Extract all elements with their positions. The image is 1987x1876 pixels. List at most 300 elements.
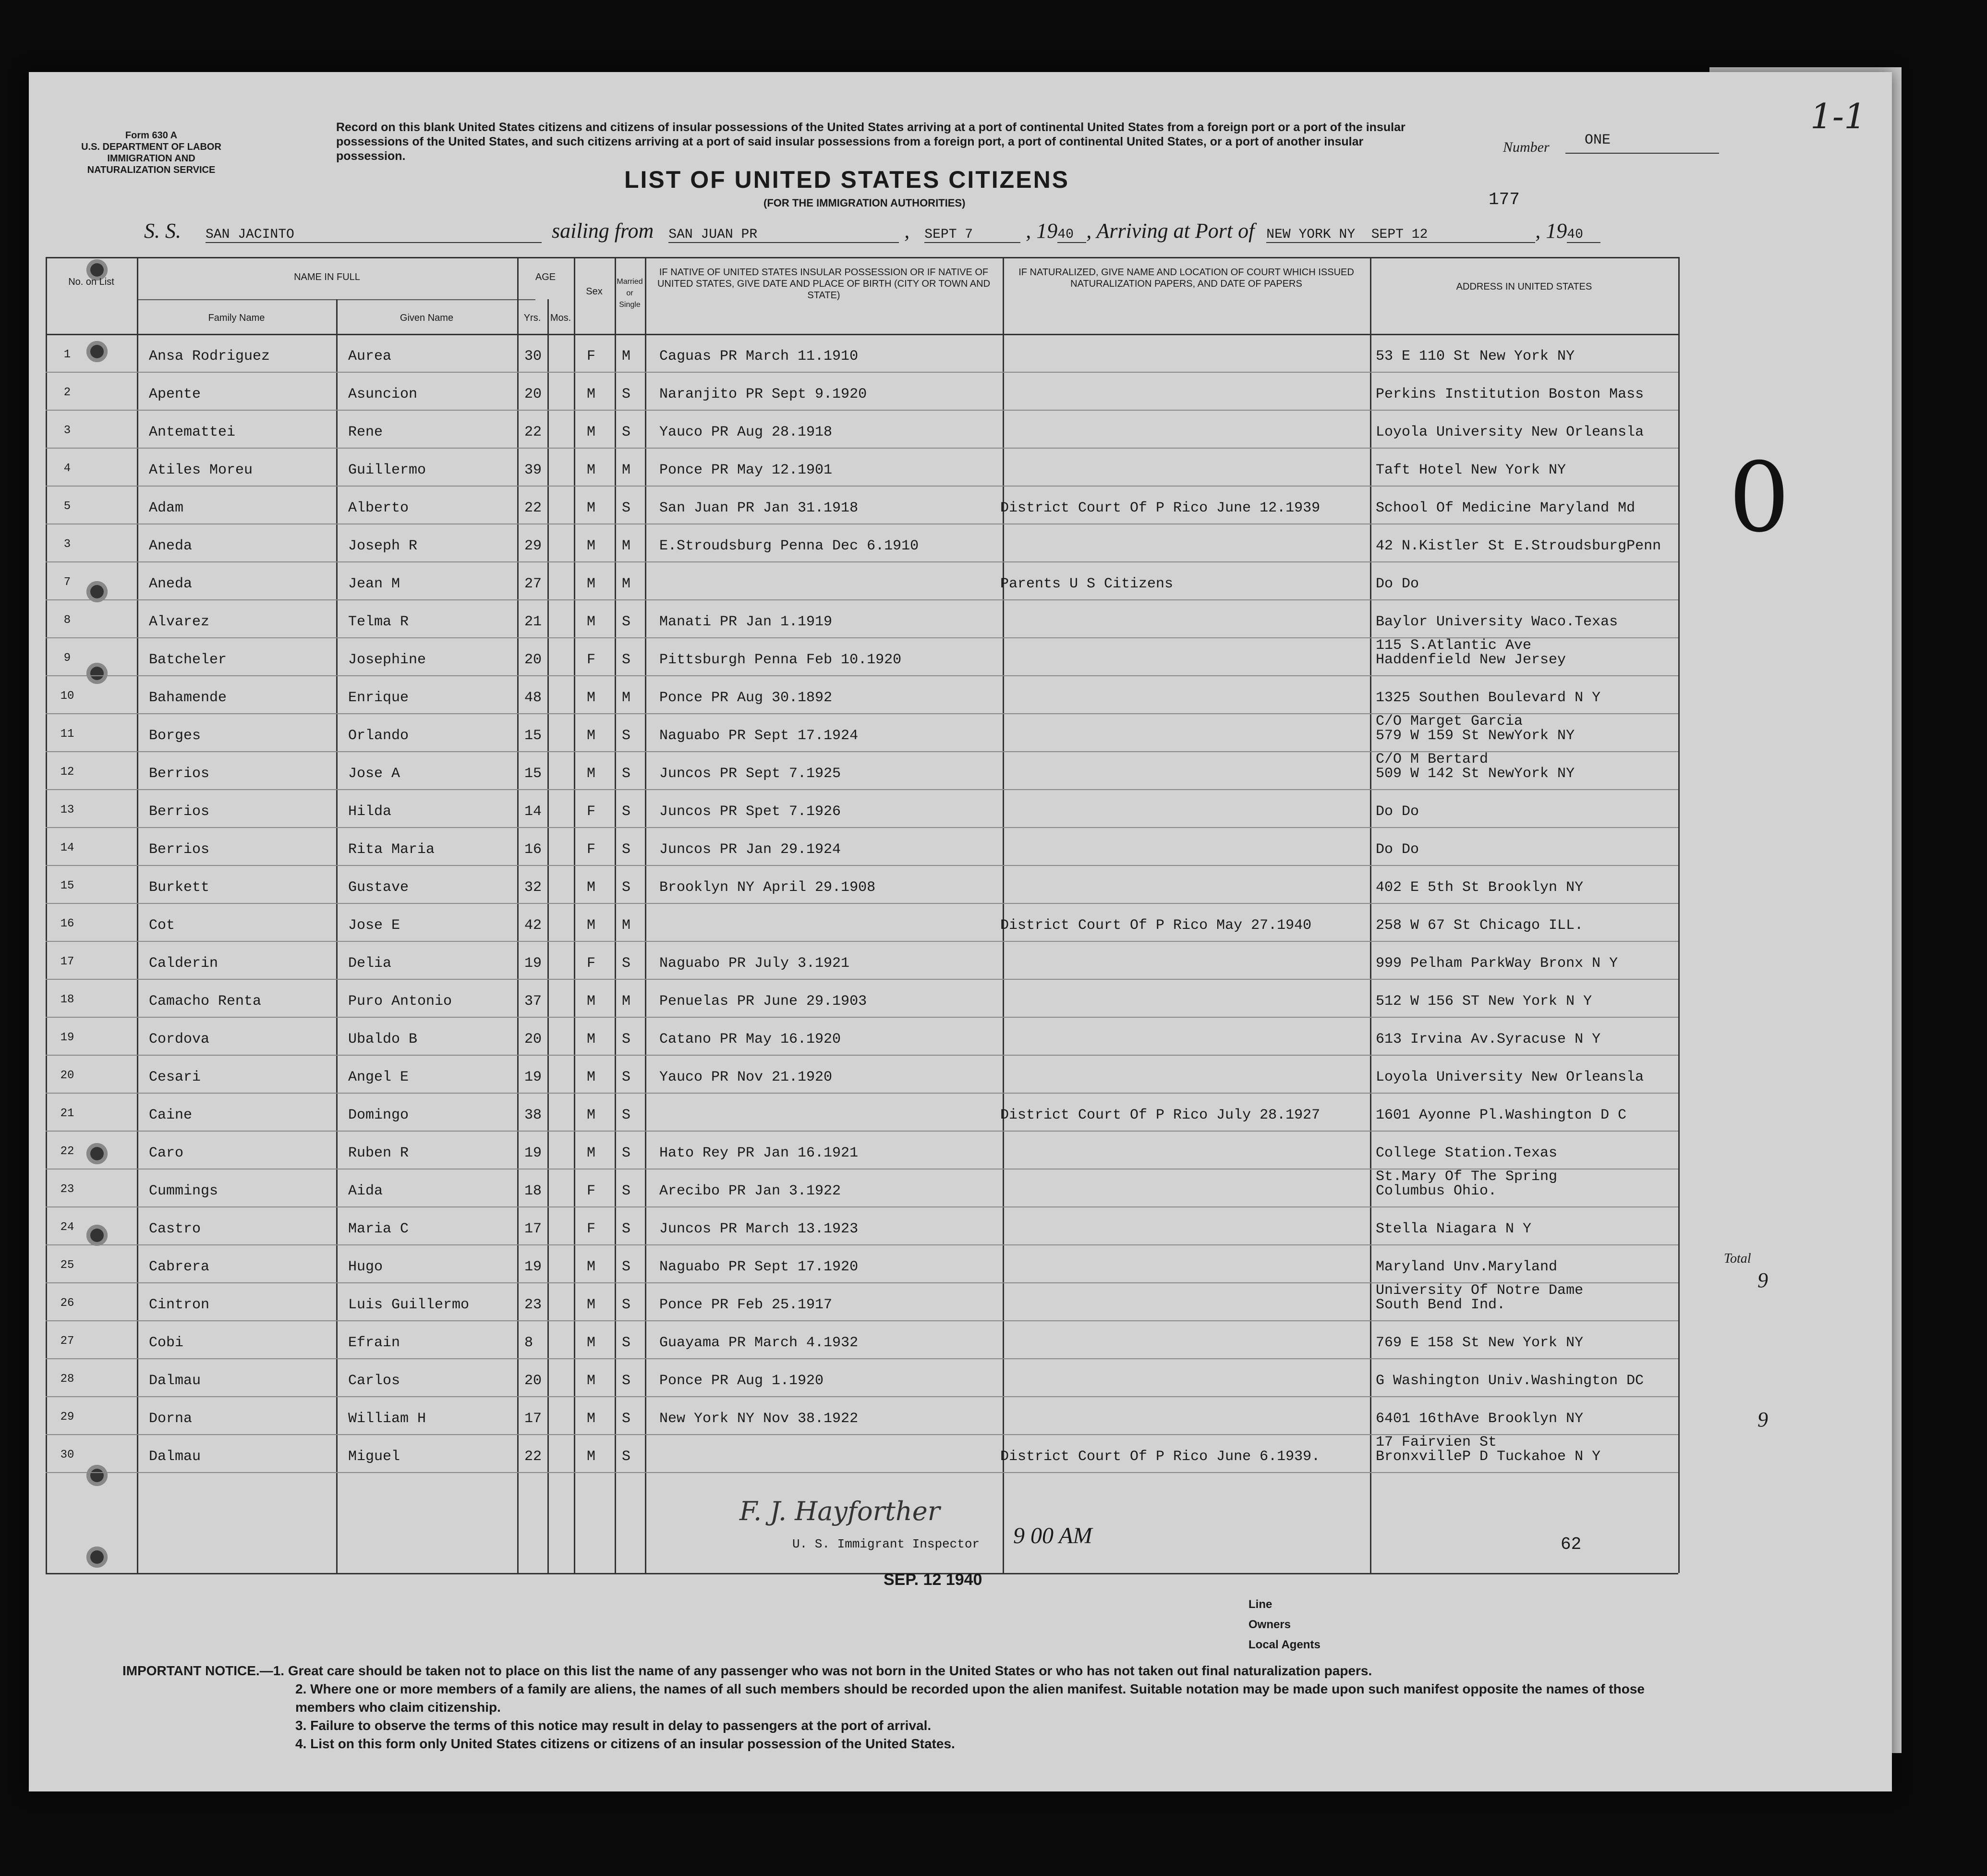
col-yrs: Yrs. (523, 313, 541, 323)
cell-sex: M (587, 386, 596, 402)
cell-addr: BronxvilleP D Tuckahoe N Y (1376, 1449, 1601, 1465)
table-row (46, 372, 1678, 411)
cell-ms: S (622, 879, 631, 896)
cell-family: Aneda (149, 538, 193, 554)
number-underline (1565, 153, 1719, 154)
cell-birth: Juncos PR Spet 7.1926 (659, 804, 841, 820)
cell-yrs: 39 (524, 462, 542, 478)
cell-ms: M (622, 462, 631, 478)
cell-family: Berrios (149, 766, 210, 782)
dept-line: U.S. DEPARTMENT OF LABOR (81, 142, 221, 152)
cell-given: Puro Antonio (348, 993, 452, 1010)
form-no-text: Form 630 A (125, 130, 178, 141)
cell-given: Aida (348, 1183, 383, 1199)
zero-mark: 0 (1729, 442, 1790, 554)
cell-addr: Do Do (1376, 841, 1419, 858)
total-value: 9 (1757, 1268, 1768, 1292)
table-row (46, 561, 1678, 600)
cell-sex: M (587, 917, 596, 934)
notice-title: IMPORTANT NOTICE. (122, 1663, 260, 1678)
cell-family: Caine (149, 1107, 193, 1123)
cell-no: 26 (60, 1297, 74, 1310)
cell-no: 29 (60, 1411, 74, 1424)
cell-birth: San Juan PR Jan 31.1918 (659, 500, 859, 516)
cell-yrs: 18 (524, 1183, 542, 1199)
cell-yrs: 19 (524, 1069, 542, 1085)
cell-ms: M (622, 917, 631, 934)
cell-addr2: C/O Marget Garcia (1376, 713, 1523, 730)
corner-mark: 1-1 (1810, 96, 1866, 136)
cell-yrs: 27 (524, 576, 542, 592)
cell-addr: Columbus Ohio. (1376, 1183, 1497, 1199)
cell-no: 7 (63, 576, 71, 589)
cell-no: 15 (60, 879, 74, 892)
cell-ms: S (622, 1107, 631, 1123)
cell-no: 22 (60, 1145, 74, 1158)
cell-yrs: 42 (524, 917, 542, 934)
table-row (46, 979, 1678, 1018)
cell-family: Caro (149, 1145, 184, 1161)
cell-family: Cintron (149, 1297, 210, 1313)
notice-item: 4. List on this form only United States citizens or citizens of an insular possession of the United States. (295, 1736, 955, 1751)
table-row (46, 789, 1678, 828)
cell-no: 11 (60, 728, 74, 741)
inspector-signature: F. J. Hayforther (739, 1496, 940, 1526)
cell-ms: S (622, 841, 631, 858)
cell-ms: S (622, 386, 631, 402)
cell-addr: 42 N.Kistler St E.StroudsburgPenn (1376, 538, 1661, 554)
cell-family: Camacho Renta (149, 993, 262, 1010)
cell-given: Hugo (348, 1259, 383, 1275)
table-row (46, 903, 1678, 942)
cell-sex: M (587, 538, 596, 554)
cell-birth: Ponce PR May 12.1901 (659, 462, 833, 478)
cell-ms: S (622, 728, 631, 744)
cell-addr: School Of Medicine Maryland Md (1376, 500, 1636, 516)
cell-yrs: 15 (524, 766, 542, 782)
cell-addr2: 115 S.Atlantic Ave (1376, 637, 1532, 654)
cell-family: Borges (149, 728, 201, 744)
cell-given: Carlos (348, 1373, 400, 1389)
cell-no: 16 (60, 917, 74, 930)
cell-no: 30 (60, 1449, 74, 1462)
cell-family: Alvarez (149, 614, 210, 630)
cell-no: 1 (63, 348, 71, 361)
cell-birth: Juncos PR Sept 7.1925 (659, 766, 841, 782)
cell-no: 20 (60, 1069, 74, 1082)
cell-nat: District Court Of P Rico June 12.1939 (1000, 500, 1321, 516)
cell-given: Luis Guillermo (348, 1297, 470, 1313)
cell-family: Adam (149, 500, 184, 516)
arriving-label: Arriving at Port of (1096, 219, 1255, 243)
cell-sex: M (587, 1335, 596, 1351)
table-row (46, 827, 1678, 866)
cell-family: Cabrera (149, 1259, 210, 1275)
dept-line: IMMIGRATION AND (107, 153, 195, 164)
cell-ms: S (622, 955, 631, 972)
cell-birth: E.Stroudsburg Penna Dec 6.1910 (659, 538, 919, 554)
col-address: ADDRESS IN UNITED STATES (1456, 281, 1592, 292)
cell-sex: F (587, 348, 596, 365)
cell-ms: S (622, 1373, 631, 1389)
cell-yrs: 19 (524, 955, 542, 972)
table-row (46, 865, 1678, 904)
cell-birth: Yauco PR Aug 28.1918 (659, 424, 833, 440)
cell-given: Josephine (348, 652, 426, 668)
cell-family: Apente (149, 386, 201, 402)
cell-given: Rita Maria (348, 841, 435, 858)
cell-sex: M (587, 1259, 596, 1275)
table-row (46, 1093, 1678, 1132)
year-prefix: 19 (1036, 219, 1058, 243)
cell-given: Aurea (348, 348, 392, 365)
cell-birth: Guayama PR March 4.1932 (659, 1335, 859, 1351)
cell-no: 14 (60, 841, 74, 854)
table-row (46, 637, 1678, 676)
cell-given: Jose E (348, 917, 400, 934)
cell-yrs: 22 (524, 1449, 542, 1465)
cell-addr2: C/O M Bertard (1376, 751, 1489, 767)
ss-label: S. S. (144, 219, 181, 243)
table-row (46, 1131, 1678, 1169)
cell-no: 12 (60, 766, 74, 779)
cell-no: 27 (60, 1335, 74, 1348)
table-row (46, 486, 1678, 524)
cell-sex: M (587, 879, 596, 896)
cell-birth: Juncos PR March 13.1923 (659, 1221, 859, 1237)
cell-addr: Do Do (1376, 804, 1419, 820)
cell-ms: M (622, 576, 631, 592)
table-row (46, 599, 1678, 638)
col-name: NAME IN FULL (294, 272, 360, 282)
cell-addr: Loyola University New Orleansla (1376, 424, 1644, 440)
cell-given: Jean M (348, 576, 400, 592)
arrival-date: SEPT 12 (1371, 227, 1428, 242)
cell-yrs: 22 (524, 500, 542, 516)
cell-sex: M (587, 1145, 596, 1161)
cell-birth: Naguabo PR July 3.1921 (659, 955, 850, 972)
cell-yrs: 8 (524, 1335, 533, 1351)
cell-yrs: 48 (524, 690, 542, 706)
cell-birth: Manati PR Jan 1.1919 (659, 614, 833, 630)
cell-no: 3 (63, 424, 71, 437)
cell-ms: M (622, 993, 631, 1010)
cell-sex: M (587, 614, 596, 630)
sequence-number: 177 (1489, 190, 1520, 209)
cell-birth: Hato Rey PR Jan 16.1921 (659, 1145, 859, 1161)
table-row (46, 1320, 1678, 1359)
cell-given: Efrain (348, 1335, 400, 1351)
cell-addr: 579 W 159 St NewYork NY (1376, 728, 1575, 744)
notice-item: 3. Failure to observe the terms of this notice may result in delay to passengers at the port of arrival. (295, 1718, 932, 1733)
cell-yrs: 19 (524, 1259, 542, 1275)
cell-nat: Parents U S Citizens (1000, 576, 1174, 592)
cell-birth: New York NY Nov 38.1922 (659, 1411, 859, 1427)
cell-family: Bahamende (149, 690, 227, 706)
cell-birth: Ponce PR Aug 1.1920 (659, 1373, 824, 1389)
table-row (46, 524, 1678, 562)
total-value: 9 (1757, 1408, 1768, 1431)
cell-sex: M (587, 766, 596, 782)
cell-sex: M (587, 728, 596, 744)
cell-yrs: 30 (524, 348, 542, 365)
cell-no: 3 (63, 538, 71, 551)
cell-sex: M (587, 993, 596, 1010)
cell-given: Delia (348, 955, 392, 972)
cell-yrs: 29 (524, 538, 542, 554)
cell-ms: S (622, 766, 631, 782)
cell-family: Dorna (149, 1411, 193, 1427)
number-label: Number (1503, 139, 1550, 155)
cell-addr: Stella Niagara N Y (1376, 1221, 1532, 1237)
ship-name: SAN JACINTO (206, 227, 542, 243)
cell-sex: M (587, 462, 596, 478)
table-row (46, 675, 1678, 714)
cell-addr: College Station.Texas (1376, 1145, 1558, 1161)
cell-sex: M (587, 1031, 596, 1048)
cell-family: Castro (149, 1221, 201, 1237)
table-row (46, 941, 1678, 980)
cell-no: 19 (60, 1031, 74, 1044)
cell-no: 4 (63, 462, 71, 475)
cell-no: 8 (63, 614, 71, 627)
cell-no: 9 (63, 652, 71, 665)
sailing-port: SAN JUAN PR (668, 227, 899, 243)
cell-yrs: 14 (524, 804, 542, 820)
cell-ms: M (622, 690, 631, 706)
cell-family: Berrios (149, 841, 210, 858)
cell-given: Miguel (348, 1449, 400, 1465)
notice-item: 2. Where one or more members of a family are aliens, the names of all such members should be recorded upon the alien manifest. Suitable notation may be made upon such manifest opposite the names of those members who claim citizenship. (295, 1681, 1645, 1715)
cell-addr: G Washington Univ.Washington DC (1376, 1373, 1644, 1389)
owners-label: Owners (1248, 1618, 1291, 1631)
cell-given: Rene (348, 424, 383, 440)
cell-addr: 613 Irvina Av.Syracuse N Y (1376, 1031, 1601, 1048)
cell-sex: F (587, 1183, 596, 1199)
table-row (46, 1244, 1678, 1283)
cell-no: 10 (60, 690, 74, 703)
cell-family: Cesari (149, 1069, 201, 1085)
cell-addr: 1601 Ayonne Pl.Washington D C (1376, 1107, 1627, 1123)
cell-ms: S (622, 500, 631, 516)
cell-yrs: 38 (524, 1107, 542, 1123)
cell-given: Ubaldo B (348, 1031, 418, 1048)
page-title: LIST OF UNITED STATES CITIZENS (624, 166, 1070, 193)
cell-family: Berrios (149, 804, 210, 820)
cell-given: William H (348, 1411, 426, 1427)
cell-ms: S (622, 1411, 631, 1427)
cell-ms: S (622, 1449, 631, 1465)
sailing-year: 40 (1057, 227, 1086, 243)
cell-sex: F (587, 841, 596, 858)
table-row (46, 410, 1678, 449)
cell-given: Maria C (348, 1221, 409, 1237)
cell-ms: S (622, 1145, 631, 1161)
cell-given: Gustave (348, 879, 409, 896)
cell-ms: S (622, 1031, 631, 1048)
cell-given: Orlando (348, 728, 409, 744)
table-row (46, 1358, 1678, 1397)
cell-addr: Haddenfield New Jersey (1376, 652, 1566, 668)
cell-yrs: 20 (524, 652, 542, 668)
cell-ms: S (622, 1183, 631, 1199)
cell-sex: M (587, 424, 596, 440)
arrival-port-date (1266, 227, 1535, 243)
cell-addr: 512 W 156 ST New York N Y (1376, 993, 1592, 1010)
cell-family: Atiles Moreu (149, 462, 253, 478)
cell-yrs: 19 (524, 1145, 542, 1161)
cell-no: 17 (60, 955, 74, 968)
cell-sex: M (587, 1373, 596, 1389)
cell-addr: 999 Pelham ParkWay Bronx N Y (1376, 955, 1618, 972)
cell-birth: Yauco PR Nov 21.1920 (659, 1069, 833, 1085)
cell-yrs: 23 (524, 1297, 542, 1313)
sailing-date: SEPT 7 (924, 227, 1020, 243)
cell-family: Cobi (149, 1335, 184, 1351)
cell-nat: District Court Of P Rico May 27.1940 (1000, 917, 1312, 934)
passenger-table (46, 257, 1678, 1573)
cell-family: Calderin (149, 955, 218, 972)
cell-birth: Juncos PR Jan 29.1924 (659, 841, 841, 858)
cell-birth: Arecibo PR Jan 3.1922 (659, 1183, 841, 1199)
table-row (46, 1434, 1678, 1473)
cell-no: 23 (60, 1183, 74, 1196)
col-naturalized: IF NATURALIZED, GIVE NAME AND LOCATION OF COURT WHICH ISSUED NATURALIZATION PAPERS, AND DATE OF PAPERS (1018, 267, 1354, 289)
cell-birth: Pittsburgh Penna Feb 10.1920 (659, 652, 902, 668)
cell-addr: 402 E 5th St Brooklyn NY (1376, 879, 1584, 896)
cell-given: Ruben R (348, 1145, 409, 1161)
line-label: Line (1248, 1598, 1272, 1611)
cell-no: 28 (60, 1373, 74, 1386)
col-family: Family Name (208, 313, 265, 323)
cell-no: 24 (60, 1221, 74, 1234)
cell-family: Cot (149, 917, 175, 934)
table-row (46, 1206, 1678, 1245)
cell-sex: M (587, 1297, 596, 1313)
table-row (46, 334, 1678, 373)
col-mos: Mos. (550, 313, 571, 323)
cell-yrs: 20 (524, 1373, 542, 1389)
cell-given: Telma R (348, 614, 409, 630)
cell-addr2: 17 Fairvien St (1376, 1434, 1497, 1450)
cell-yrs: 32 (524, 879, 542, 896)
cell-family: Cummings (149, 1183, 218, 1199)
cell-addr: 509 W 142 St NewYork NY (1376, 766, 1575, 782)
page-count: 62 (1561, 1535, 1582, 1554)
owners-box (1248, 1595, 1321, 1655)
col-age: AGE (535, 272, 556, 282)
table-row (46, 713, 1678, 752)
cell-birth: Naguabo PR Sept 17.1924 (659, 728, 859, 744)
cell-no: 18 (60, 993, 74, 1006)
cell-sex: M (587, 1107, 596, 1123)
cell-addr: 1325 Southen Boulevard N Y (1376, 690, 1601, 706)
cell-sex: M (587, 500, 596, 516)
cell-ms: S (622, 804, 631, 820)
agents-label: Local Agents (1248, 1638, 1321, 1651)
cell-no: 21 (60, 1107, 74, 1120)
cell-yrs: 17 (524, 1411, 542, 1427)
cell-family: Burkett (149, 879, 210, 896)
cell-sex: F (587, 804, 596, 820)
instructions: Record on this blank United States citizens and citizens of insular possessions of the United States arriving at a port of continental United States from a foreign port or a port of the insular possessions of the United States, and such citizens arriving at a port of said insular possessions from a foreign port, a port of continental United States, or a port of another insular possession. (336, 121, 1405, 163)
cell-birth: Ponce PR Feb 25.1917 (659, 1297, 833, 1313)
cell-ms: M (622, 538, 631, 554)
important-notice: IMPORTANT NOTICE.—1. Great care should be taken not to place on this list the name of any passenger who was not born in the United States or who has not taken out final naturalization papers. 2. Where one or more members of a family are aliens, the names of all such members should be recorded upon the alien manifest. Suitable notation may be made upon such manifest opposite the names of those members who claim citizenship. 3. Failure to observe the terms of this notice may result in delay to passengers at the port of arrival. 4. List on this form only United States citizens or citizens of an insular possession of the United States. (122, 1662, 1659, 1753)
col-no: No. on List (68, 277, 114, 287)
col-sex: Sex (586, 286, 603, 297)
cell-no: 5 (63, 500, 71, 513)
cell-addr2: University Of Notre Dame (1376, 1282, 1584, 1299)
cell-given: Angel E (348, 1069, 409, 1085)
cell-no: 13 (60, 804, 74, 816)
cell-family: Dalmau (149, 1373, 201, 1389)
cell-family: Ansa Rodriguez (149, 348, 270, 365)
cell-no: 2 (63, 386, 71, 399)
cell-yrs: 17 (524, 1221, 542, 1237)
cell-addr: 258 W 67 St Chicago ILL. (1376, 917, 1584, 934)
cell-addr: Taft Hotel New York NY (1376, 462, 1566, 478)
cell-ms: S (622, 1297, 631, 1313)
cell-given: Domingo (348, 1107, 409, 1123)
cell-ms: S (622, 424, 631, 440)
cell-yrs: 20 (524, 386, 542, 402)
cell-given: Jose A (348, 766, 400, 782)
cell-given: Alberto (348, 500, 409, 516)
cell-ms: S (622, 614, 631, 630)
cell-given: Enrique (348, 690, 409, 706)
cell-yrs: 16 (524, 841, 542, 858)
cell-given: Asuncion (348, 386, 418, 402)
table-row (46, 751, 1678, 790)
cell-family: Cordova (149, 1031, 210, 1048)
cell-nat: District Court Of P Rico June 6.1939. (1000, 1449, 1321, 1465)
cell-sex: M (587, 576, 596, 592)
cell-ms: S (622, 1259, 631, 1275)
cell-addr: South Bend Ind. (1376, 1297, 1506, 1313)
form-number (72, 130, 230, 176)
cell-birth: Naguabo PR Sept 17.1920 (659, 1259, 859, 1275)
cell-yrs: 21 (524, 614, 542, 630)
time-note: 9 00 AM (1013, 1523, 1092, 1548)
table-row (46, 1169, 1678, 1207)
arrival-port: NEW YORK NY (1266, 227, 1356, 242)
cell-ms: S (622, 652, 631, 668)
cell-given: Guillermo (348, 462, 426, 478)
cell-family: Antemattei (149, 424, 236, 440)
cell-birth: Ponce PR Aug 30.1892 (659, 690, 833, 706)
table-row (46, 1396, 1678, 1435)
cell-addr2: St.Mary Of The Spring (1376, 1169, 1558, 1185)
cell-nat: District Court Of P Rico July 28.1927 (1000, 1107, 1321, 1123)
cell-birth: Catano PR May 16.1920 (659, 1031, 841, 1048)
date-stamp: SEP. 12 1940 (884, 1571, 982, 1589)
cell-yrs: 22 (524, 424, 542, 440)
cell-addr: 6401 16thAve Brooklyn NY (1376, 1411, 1584, 1427)
cell-yrs: 20 (524, 1031, 542, 1048)
total-label: Total (1724, 1251, 1751, 1266)
cell-given: Hilda (348, 804, 392, 820)
table-row (46, 1017, 1678, 1056)
col-given: Given Name (400, 313, 454, 323)
sailing-label: sailing from (552, 219, 654, 243)
cell-addr: Maryland Unv.Maryland (1376, 1259, 1558, 1275)
voyage-line: S. S. SAN JACINTO sailing from SAN JUAN PR , SEPT 7 , 1940 , Arriving at Port of NEW YORK NY SEPT 12 , 1940 (144, 219, 1729, 247)
col-birth: IF NATIVE OF UNITED STATES INSULAR POSSESSION OR IF NATIVE OF UNITED STATES, GIVE DATE AND PLACE OF BIRTH (CITY OR TOWN AND STATE) (657, 267, 991, 301)
cell-family: Aneda (149, 576, 193, 592)
cell-sex: F (587, 652, 596, 668)
cell-sex: F (587, 1221, 596, 1237)
